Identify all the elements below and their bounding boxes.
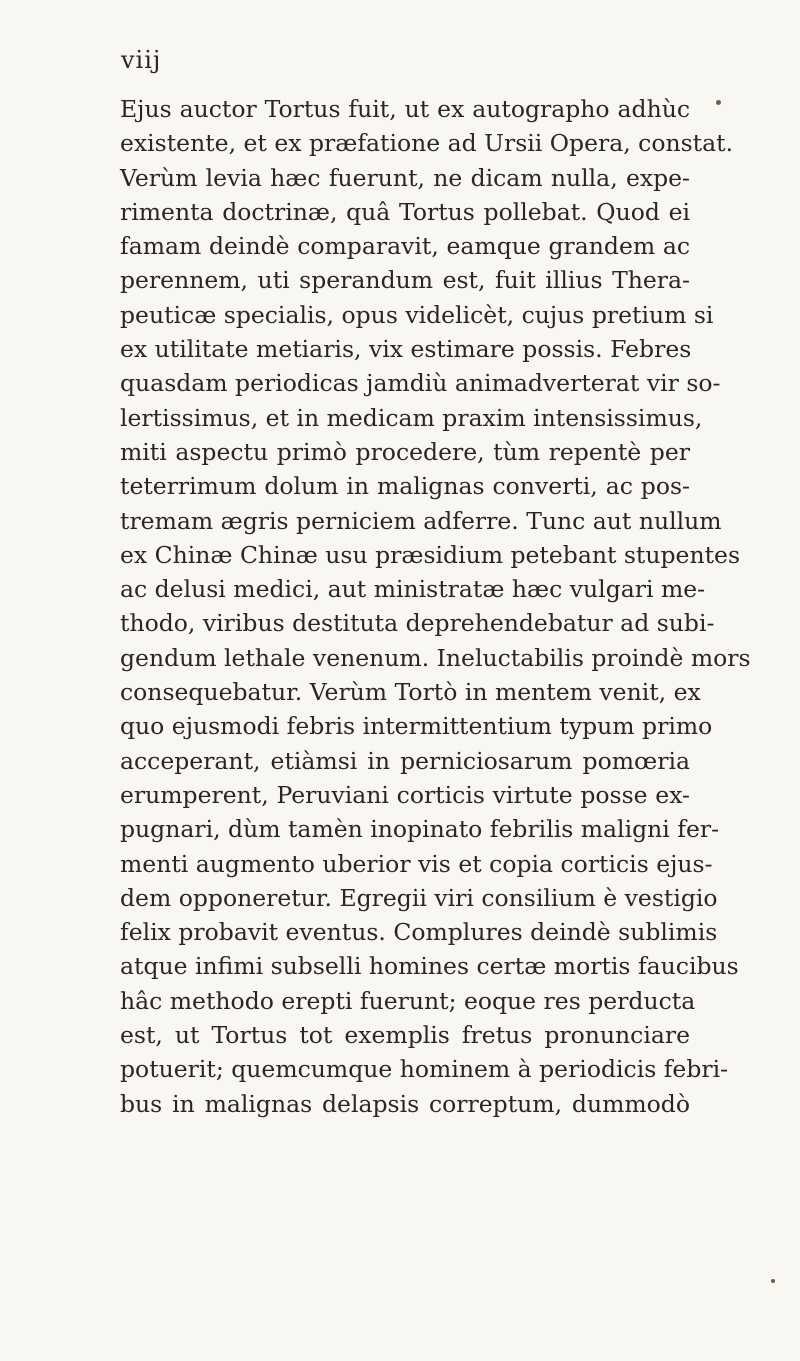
ink-speck [771, 1279, 775, 1283]
text-line: Verùm levia hæc fuerunt, ne dicam nulla, expe- [120, 163, 690, 192]
text-line: Ejus auctor Tortus fuit, ut ex autographo adhùc [120, 95, 690, 123]
text-line: thodo, viribus destituta deprehendebatur ad subi- [120, 609, 715, 638]
text-line: menti augmento uberior vis et copia corticis ejus- [120, 849, 713, 878]
text-line: tremam ægris perniciem adferre. Tunc aut nullum [120, 506, 722, 535]
text-line: est, ut Tortus tot exemplis fretus pronunciare [120, 1021, 690, 1050]
page-number: viij [121, 46, 162, 74]
text-line: perennem, uti sperandum est, fuit illius Thera- [120, 266, 690, 295]
text-line: acceperant, etiàmsi in perniciosarum pomœria [120, 746, 690, 775]
text-line: ex Chinæ Chinæ usu præsidium petebant stupentes [120, 540, 741, 569]
text-line: miti aspectu primò procedere, tùm repentè per [120, 437, 690, 466]
text-line: potuerit; quemcumque hominem à periodicis febri- [120, 1055, 729, 1084]
text-line: existente, et ex præfatione ad Ursii Opera, constat. [120, 129, 734, 158]
text-line: quo ejusmodi febris intermittentium typum primo [120, 712, 713, 741]
text-line: quasdam periodicas jamdiù animadverterat vir so- [120, 369, 721, 398]
text-line: dem opponeretur. Egregii viri consilium è vestigio [120, 883, 718, 912]
text-line: pugnari, dùm tamèn inopinato febrilis maligni fer- [120, 815, 720, 844]
text-line: rimenta doctrinæ, quâ Tortus pollebat. Quod ei [120, 197, 690, 226]
text-line: felix probavit eventus. Complures deindè sublimis [120, 918, 718, 947]
text-line: gendum lethale venenum. Ineluctabilis proindè mors [120, 643, 751, 672]
text-line: erumperent, Peruviani corticis virtute posse ex- [120, 780, 690, 809]
ink-speck [716, 100, 721, 105]
text-line: ac delusi medici, aut ministratæ hæc vulgari me- [120, 575, 706, 604]
text-line: famam deindè comparavit, eamque grandem ac [120, 232, 690, 261]
body-text [120, 92, 751, 1121]
text-line: lertissimus, et in medicam praxim intensissimus, [120, 403, 703, 432]
text-line: atque infimi subselli homines certæ mortis faucibus [120, 952, 739, 981]
text-line: hâc methodo erepti fuerunt; eoque res perducta [120, 986, 696, 1015]
text-line: consequebatur. Verùm Tortò in mentem venit, ex [120, 678, 701, 707]
text-line: ex utilitate metiaris, vix estimare possis. Febres [120, 335, 692, 364]
text-line: peuticæ specialis, opus videlicèt, cujus pretium si [120, 300, 714, 329]
text-line: teterrimum dolum in malignas converti, ac pos- [120, 472, 690, 501]
text-line: bus in malignas delapsis correptum, dummodò [120, 1089, 690, 1118]
